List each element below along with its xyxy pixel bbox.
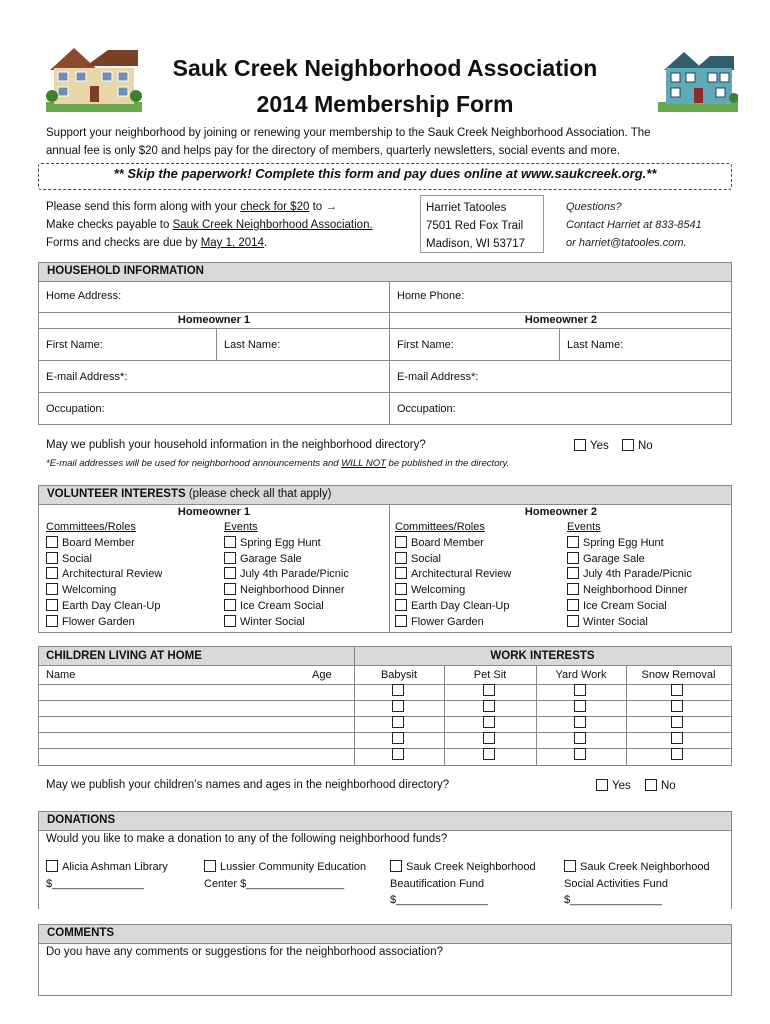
fund-amount[interactable]: $_______________	[390, 894, 488, 906]
yes-label: Yes	[590, 440, 609, 452]
comments-section[interactable]	[38, 924, 732, 996]
committee-item[interactable]	[46, 583, 162, 599]
checkbox[interactable]	[567, 599, 579, 611]
ho1-first-name-field[interactable]: First Name:	[46, 339, 103, 351]
event-label: Garage Sale	[240, 552, 302, 565]
email-note	[46, 458, 509, 469]
work-interest-checkbox[interactable]	[483, 732, 495, 744]
checkbox[interactable]	[46, 615, 58, 627]
event-label: Winter Social	[583, 615, 648, 628]
event-item[interactable]	[224, 599, 349, 615]
household-section	[38, 262, 732, 425]
checkbox[interactable]	[224, 615, 236, 627]
committee-item[interactable]	[395, 567, 511, 583]
event-item[interactable]	[224, 615, 349, 631]
publish-household-no[interactable]	[622, 439, 653, 452]
fund-label: Alicia Ashman Library	[62, 861, 168, 873]
checkbox[interactable]	[224, 536, 236, 548]
event-label: Spring Egg Hunt	[240, 536, 321, 549]
fund-amount[interactable]: $_______________	[564, 894, 662, 906]
ho1-committees-list	[46, 520, 162, 631]
fund-label: Sauk Creek Neighborhood	[580, 861, 710, 873]
checkbox[interactable]	[46, 860, 58, 872]
ho2-email-field[interactable]: E-mail Address*:	[397, 371, 479, 383]
events-label: Events	[567, 521, 601, 533]
email-note-pre: *E-mail addresses will be used for neighborhood announcements and	[46, 458, 342, 469]
checkbox[interactable]	[224, 552, 236, 564]
questions-line-2: Contact Harriet at 833-8541	[566, 219, 702, 231]
email-note-post: be published in the directory.	[385, 458, 510, 469]
committee-item[interactable]	[46, 599, 162, 615]
committees-label: Committees/Roles	[46, 521, 136, 533]
children-heading: CHILDREN LIVING AT HOME	[46, 650, 202, 662]
fund-lussier[interactable]	[204, 859, 366, 892]
event-item[interactable]	[567, 583, 692, 599]
publish-children-no[interactable]	[645, 779, 676, 792]
intro-line-2: annual fee is only $20 and helps pay for the directory of members, quarterly newsletters, social events and more.	[46, 145, 621, 157]
work-interest-checkbox[interactable]	[392, 748, 404, 760]
send-line3-post: .	[263, 237, 268, 249]
checkbox[interactable]	[567, 552, 579, 564]
checkbox[interactable]	[390, 860, 402, 872]
fund-amount[interactable]: $_______________	[46, 877, 144, 890]
work-interest-checkbox[interactable]	[671, 748, 683, 760]
intro-text	[46, 124, 736, 160]
checkbox[interactable]	[204, 860, 216, 872]
email-note-emph: WILL NOT	[341, 458, 386, 469]
checkbox[interactable]	[567, 615, 579, 627]
event-item[interactable]	[224, 552, 349, 568]
address-line-3: Madison, WI 53717	[426, 238, 526, 250]
ho1-occupation-field[interactable]: Occupation:	[46, 403, 105, 415]
event-item[interactable]	[567, 615, 692, 631]
committee-item[interactable]	[395, 583, 511, 599]
home-address-field[interactable]: Home Address:	[46, 290, 122, 302]
comments-heading: COMMENTS	[39, 925, 731, 944]
event-label: July 4th Parade/Picnic	[583, 568, 692, 581]
ho2-last-name-field[interactable]: Last Name:	[567, 339, 624, 351]
work-interest-checkbox[interactable]	[671, 716, 683, 728]
work-interest-checkbox[interactable]	[574, 748, 586, 760]
committee-item[interactable]	[46, 615, 162, 631]
send-line3-pre: Forms and checks are due by	[46, 237, 201, 249]
work-interest-checkbox[interactable]	[483, 748, 495, 760]
questions-contact	[566, 198, 702, 252]
committee-label: Social	[62, 552, 92, 565]
questions-line-3: or harriet@tatooles.com.	[566, 237, 687, 249]
event-item[interactable]	[567, 536, 692, 552]
volunteer-heading-title: VOLUNTEER INTERESTS	[47, 488, 186, 500]
checkbox[interactable]	[224, 599, 236, 611]
checkbox[interactable]	[46, 567, 58, 579]
work-interest-checkbox[interactable]	[671, 700, 683, 712]
committee-label: Welcoming	[62, 584, 117, 597]
checkbox[interactable]	[395, 583, 407, 595]
ho1-last-name-field[interactable]: Last Name:	[224, 339, 281, 351]
checkbox[interactable]	[645, 779, 657, 791]
event-label: Ice Cream Social	[583, 599, 667, 612]
publish-children-question: May we publish your children’s names and ages in the neighborhood directory?	[46, 779, 450, 791]
checkbox[interactable]	[395, 615, 407, 627]
yes-label: Yes	[612, 780, 631, 792]
volunteer-heading-note: (please check all that apply)	[185, 488, 332, 500]
work-col-yardwork: Yard Work	[555, 669, 607, 681]
committee-item[interactable]	[395, 536, 511, 552]
committee-item[interactable]	[395, 615, 511, 631]
fund-sublabel: Beautification Fund	[390, 877, 485, 890]
children-section	[38, 646, 732, 766]
fund-social-activities[interactable]	[564, 859, 710, 909]
fund-alicia-ashman[interactable]	[46, 859, 168, 892]
ho2-occupation-field[interactable]: Occupation:	[397, 403, 456, 415]
committees-label: Committees/Roles	[395, 521, 485, 533]
address-line-2: 7501 Red Fox Trail	[426, 220, 524, 232]
send-instructions	[46, 198, 373, 252]
fund-label: Sauk Creek Neighborhood	[406, 861, 536, 873]
checkbox[interactable]	[224, 583, 236, 595]
checkbox[interactable]	[567, 567, 579, 579]
questions-line-1: Questions?	[566, 201, 622, 213]
committee-item[interactable]	[46, 552, 162, 568]
committee-label: Flower Garden	[62, 615, 135, 628]
committee-label: Social	[411, 552, 441, 565]
ho2-events-list	[567, 520, 692, 631]
committee-label: Architectural Review	[411, 568, 512, 581]
address-line-1: Harriet Tatooles	[426, 202, 507, 214]
committee-label: Welcoming	[411, 584, 466, 597]
event-item[interactable]	[567, 599, 692, 615]
ho1-email-field[interactable]: E-mail Address*:	[46, 371, 128, 383]
committee-label: Board Member	[411, 536, 484, 549]
intro-line-1: Support your neighborhood by joining or renewing your membership to the Sauk Creek Neighborhood Association. The	[46, 127, 651, 139]
homeowner2-label: Homeowner 2	[524, 314, 598, 326]
committee-label: Board Member	[62, 536, 135, 549]
work-interest-checkbox[interactable]	[671, 684, 683, 696]
skip-banner-text: ** Skip the paperwork! Complete this form and pay dues online at www.saukcreek.org.**	[113, 166, 657, 181]
committee-label: Architectural Review	[62, 568, 163, 581]
event-item[interactable]	[224, 536, 349, 552]
work-interest-checkbox[interactable]	[483, 684, 495, 696]
work-col-petsit: Pet Sit	[473, 669, 507, 681]
committee-item[interactable]	[46, 536, 162, 552]
ho2-committees-list	[395, 520, 511, 631]
checkbox[interactable]	[574, 439, 586, 451]
no-label: No	[638, 440, 653, 452]
checkbox[interactable]	[46, 583, 58, 595]
work-interest-checkbox[interactable]	[671, 732, 683, 744]
work-interest-checkbox[interactable]	[483, 700, 495, 712]
fund-beautification[interactable]	[390, 859, 536, 909]
checkbox[interactable]	[395, 567, 407, 579]
publish-household-yes[interactable]	[574, 439, 609, 452]
work-col-snow: Snow Removal	[641, 669, 716, 681]
form-title	[0, 50, 770, 122]
event-item[interactable]	[224, 567, 349, 583]
checkbox[interactable]	[46, 552, 58, 564]
volunteer-heading	[39, 486, 731, 505]
checkbox[interactable]	[567, 536, 579, 548]
send-line1-pre: Please send this form along with your	[46, 201, 241, 213]
send-line2-link: Sauk Creek Neighborhood Association.	[172, 219, 373, 231]
send-line1-link: check for $20	[240, 201, 310, 213]
work-interest-checkbox[interactable]	[392, 700, 404, 712]
no-label: No	[661, 780, 676, 792]
vol-homeowner1-label: Homeowner 1	[177, 506, 251, 518]
committee-item[interactable]	[395, 552, 511, 568]
send-line2-pre: Make checks payable to	[46, 219, 173, 231]
events-label: Events	[224, 521, 258, 533]
event-item[interactable]	[224, 583, 349, 599]
household-heading: HOUSEHOLD INFORMATION	[39, 263, 731, 282]
event-item[interactable]	[567, 567, 692, 583]
committee-item[interactable]	[395, 599, 511, 615]
home-phone-field[interactable]: Home Phone:	[397, 290, 465, 302]
title-line-2: 2014 Membership Form	[256, 91, 514, 117]
committee-label: Flower Garden	[411, 615, 484, 628]
event-label: Neighborhood Dinner	[240, 584, 345, 597]
checkbox[interactable]	[622, 439, 634, 451]
checkbox[interactable]	[395, 552, 407, 564]
work-interest-checkbox[interactable]	[392, 732, 404, 744]
committee-label: Earth Day Clean-Up	[62, 599, 161, 612]
committee-label: Earth Day Clean-Up	[411, 599, 510, 612]
work-interest-checkbox[interactable]	[574, 700, 586, 712]
checkbox[interactable]	[564, 860, 576, 872]
fund-amount[interactable]: Center $________________	[204, 877, 345, 890]
ho1-events-list	[224, 520, 349, 631]
work-interest-checkbox[interactable]	[574, 716, 586, 728]
children-name-col: Name	[46, 669, 76, 681]
committee-item[interactable]	[46, 567, 162, 583]
donations-heading: DONATIONS	[39, 812, 731, 831]
ho2-first-name-field[interactable]: First Name:	[397, 339, 454, 351]
event-label: Winter Social	[240, 615, 305, 628]
event-item[interactable]	[567, 552, 692, 568]
checkbox[interactable]	[46, 599, 58, 611]
send-line3-link: May 1, 2014	[200, 237, 264, 249]
work-interest-checkbox[interactable]	[392, 716, 404, 728]
publish-children-yes[interactable]	[596, 779, 631, 792]
publish-household-question: May we publish your household information in the neighborhood directory?	[46, 439, 426, 451]
work-interest-checkbox[interactable]	[392, 684, 404, 696]
title-line-1: Sauk Creek Neighborhood Association	[172, 55, 598, 81]
vol-homeowner2-label: Homeowner 2	[524, 506, 598, 518]
work-col-babysit: Babysit	[380, 669, 418, 681]
checkbox[interactable]	[395, 536, 407, 548]
work-interest-checkbox[interactable]	[574, 684, 586, 696]
checkbox[interactable]	[395, 599, 407, 611]
children-age-col: Age	[312, 669, 332, 681]
mailing-address	[420, 195, 544, 253]
send-line1-post: to →	[309, 201, 337, 213]
event-label: Spring Egg Hunt	[583, 536, 664, 549]
checkbox[interactable]	[224, 567, 236, 579]
homeowner1-label: Homeowner 1	[177, 314, 251, 326]
event-label: July 4th Parade/Picnic	[240, 568, 349, 581]
checkbox[interactable]	[567, 583, 579, 595]
work-interest-checkbox[interactable]	[483, 716, 495, 728]
event-label: Neighborhood Dinner	[583, 584, 688, 597]
fund-label: Lussier Community Education	[220, 861, 367, 873]
work-interest-checkbox[interactable]	[574, 732, 586, 744]
donations-question: Would you like to make a donation to any of the following neighborhood funds?	[46, 833, 448, 845]
checkbox[interactable]	[46, 536, 58, 548]
comments-question: Do you have any comments or suggestions for the neighborhood association?	[46, 946, 443, 958]
event-label: Ice Cream Social	[240, 599, 324, 612]
fund-sublabel: Social Activities Fund	[564, 877, 668, 890]
work-interests-heading: WORK INTERESTS	[490, 650, 595, 662]
event-label: Garage Sale	[583, 552, 645, 565]
checkbox[interactable]	[596, 779, 608, 791]
